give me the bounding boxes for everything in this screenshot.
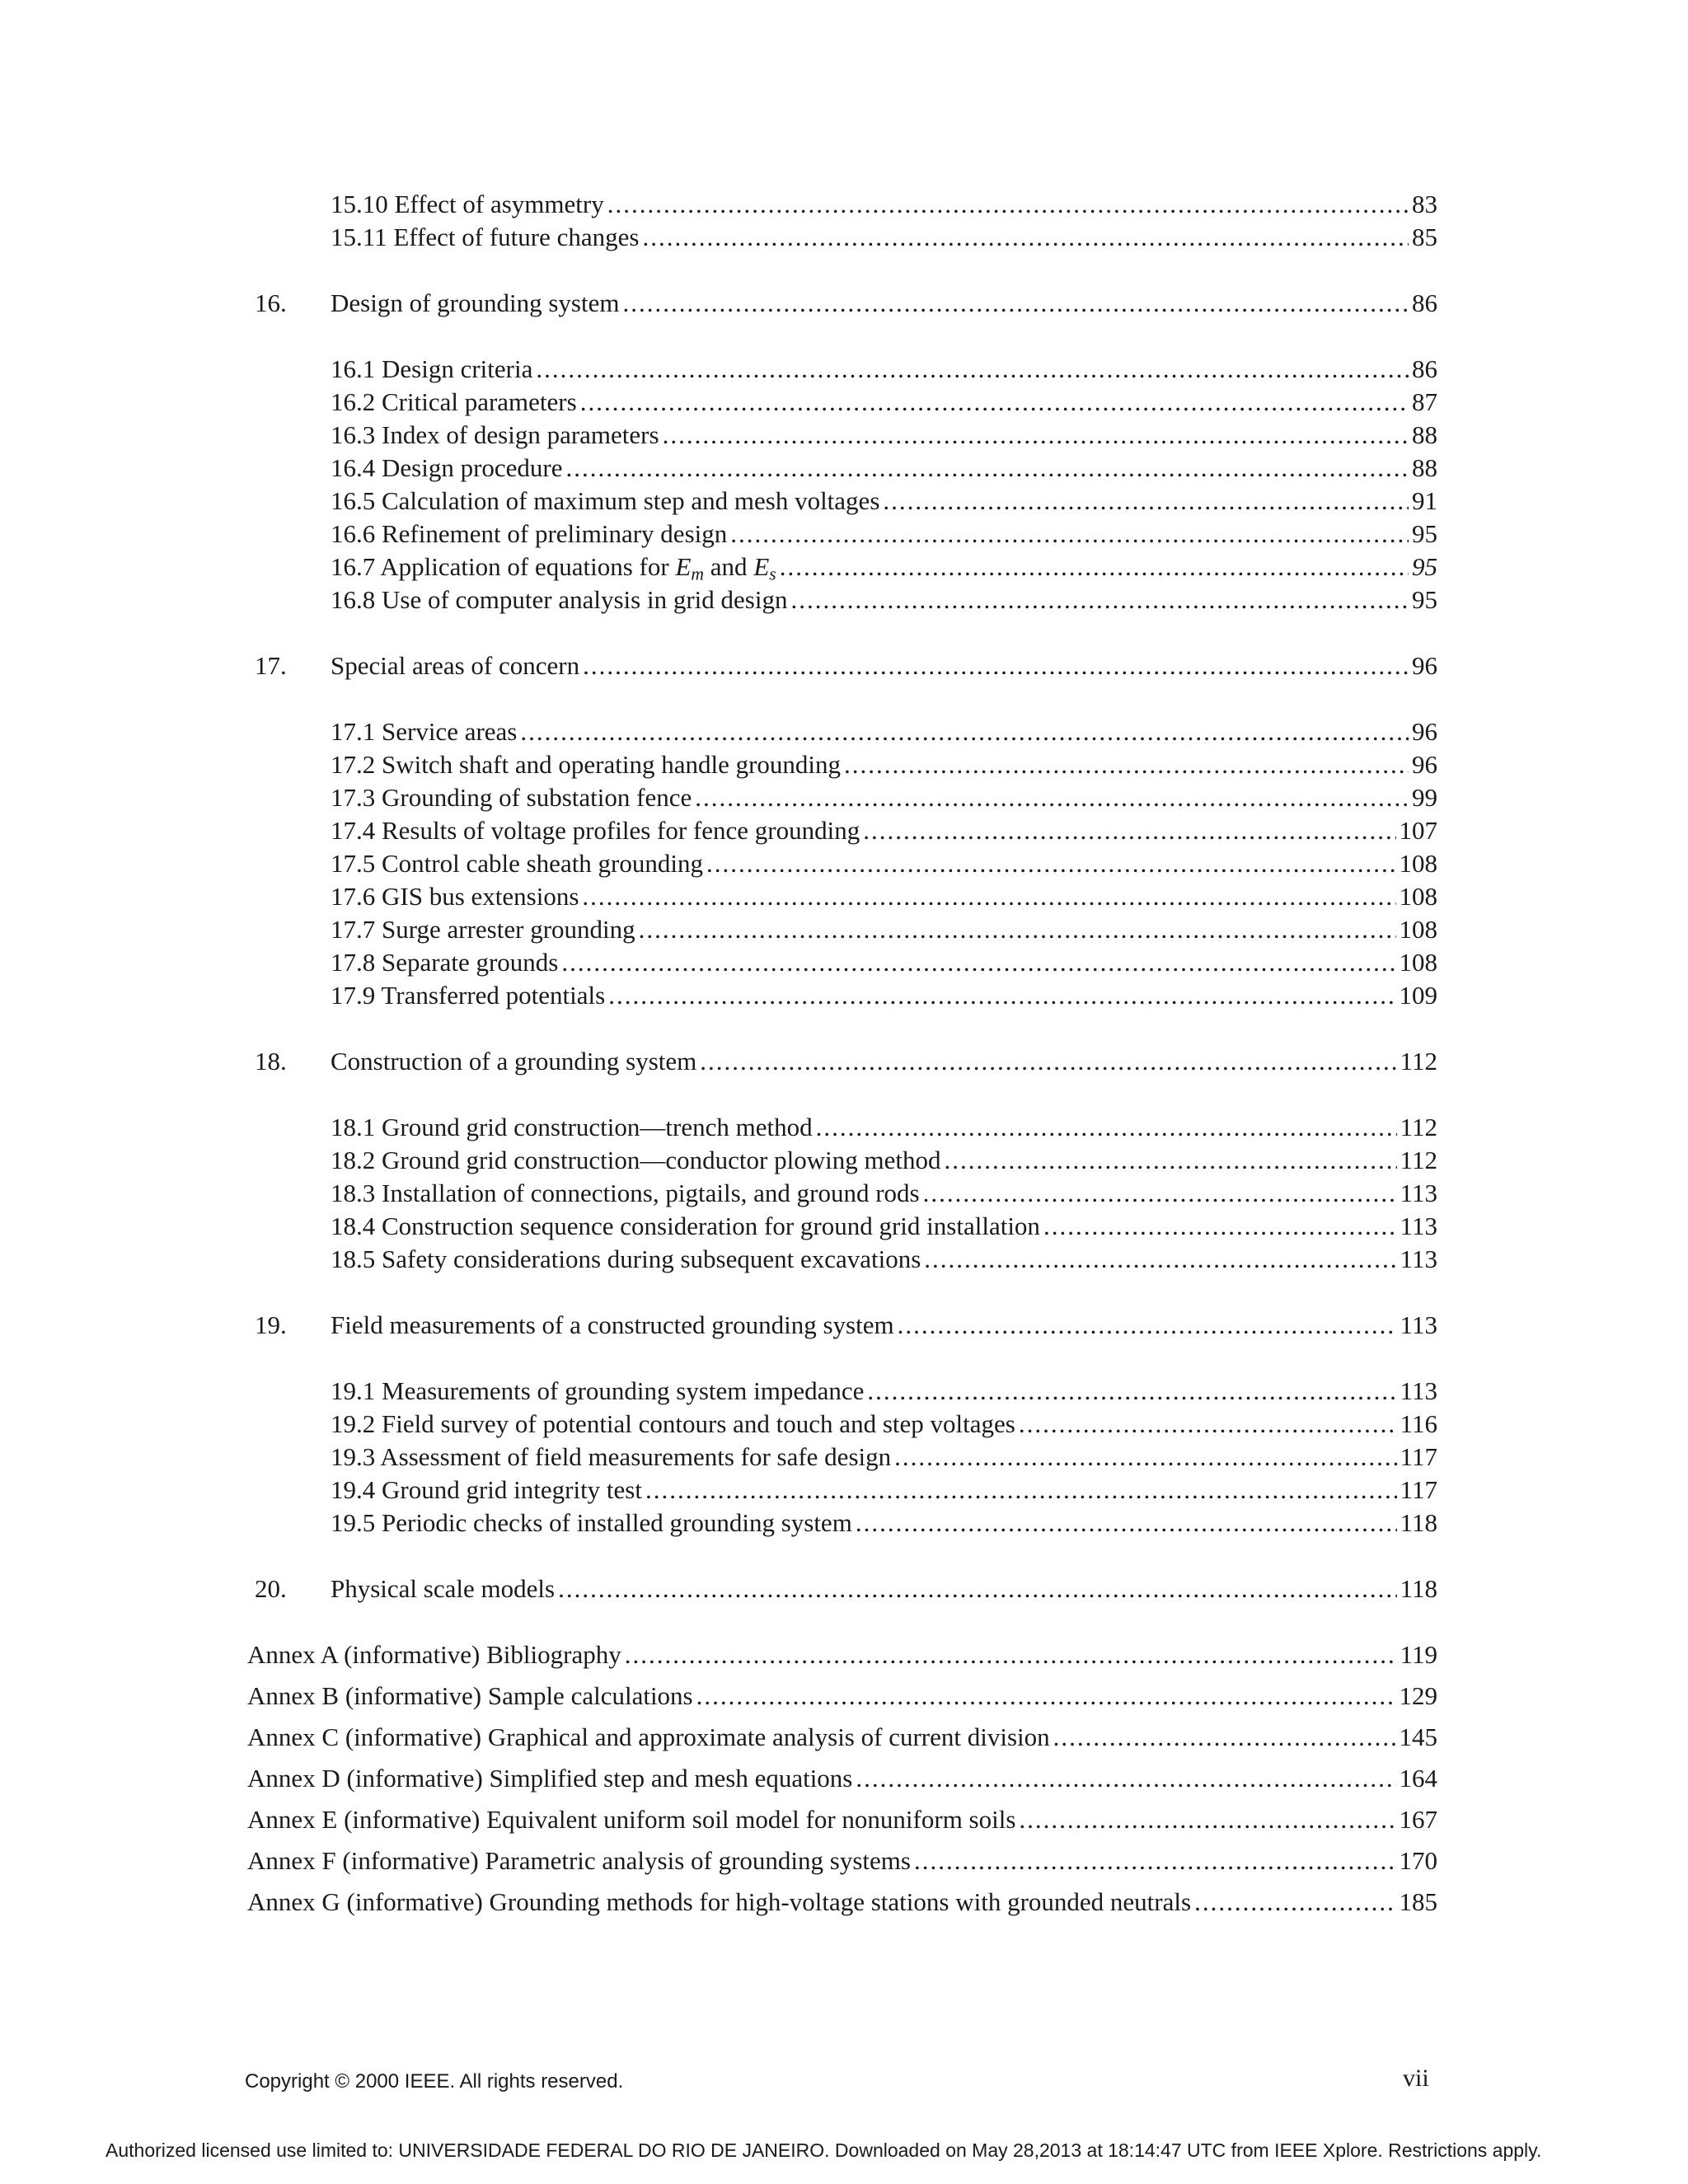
- toc-entry[interactable]: [331, 1441, 1437, 1474]
- toc-entry[interactable]: [331, 551, 1437, 583]
- toc-entry-title: 17.1 Service areas: [331, 717, 518, 746]
- toc-annex[interactable]: [247, 1638, 1437, 1671]
- leader-dots: [1043, 1210, 1397, 1243]
- toc-entry-page: 107: [1399, 816, 1437, 845]
- toc-section-page: 86: [1412, 288, 1437, 317]
- toc-section[interactable]: [255, 1572, 1437, 1605]
- leader-dots: [816, 1111, 1397, 1144]
- toc-section-title: Construction of a grounding system: [331, 1047, 697, 1076]
- toc-entry[interactable]: [331, 814, 1437, 847]
- toc-entry[interactable]: [331, 452, 1437, 485]
- conjunction: and: [704, 552, 754, 581]
- toc-annex-title: Annex F (informative) Parametric analysis of grounding systems: [247, 1846, 911, 1875]
- authorization-notice: Authorized licensed use limited to: UNIVERSIDADE FEDERAL DO RIO DE JANEIRO. Downloaded on May 28,2013 at 18:14:47 UTC from IEEE Xplore. Restrictions apply.: [106, 2139, 1542, 2161]
- leader-dots: [625, 1638, 1397, 1671]
- toc-section-title: Field measurements of a constructed grounding system: [331, 1310, 894, 1339]
- toc-entry[interactable]: [331, 1375, 1437, 1408]
- leader-dots: [894, 1441, 1397, 1474]
- toc-entry-title: 16.4 Design procedure: [331, 453, 563, 482]
- toc-entry[interactable]: [331, 880, 1437, 913]
- subscript-m: m: [691, 564, 705, 584]
- leader-dots: [706, 847, 1396, 880]
- leader-dots: [566, 452, 1409, 485]
- toc-entry-page: 95: [1412, 519, 1437, 548]
- toc-entry-page: 113: [1400, 1376, 1437, 1405]
- toc-section-page: 112: [1400, 1047, 1437, 1076]
- toc-entry-title: 16.8 Use of computer analysis in grid design: [331, 585, 788, 614]
- leader-dots: [944, 1144, 1396, 1177]
- toc-entry-page: 88: [1412, 453, 1437, 482]
- toc-annex-page: 145: [1399, 1722, 1437, 1751]
- toc-entry-page: 113: [1400, 1212, 1437, 1240]
- toc-entry-title: 16.6 Refinement of preliminary design: [331, 519, 728, 548]
- page-number: vii: [1403, 2064, 1429, 2092]
- toc-entry-page: 99: [1412, 783, 1437, 812]
- toc-annex-title: Annex E (informative) Equivalent uniform soil model for nonuniform soils: [247, 1805, 1016, 1834]
- toc-entry-title: 19.4 Ground grid integrity test: [331, 1475, 642, 1504]
- toc-entry-page: 117: [1400, 1442, 1437, 1471]
- toc-entry-page: 108: [1399, 882, 1437, 911]
- toc-entry-title: 16.2 Critical parameters: [331, 387, 577, 416]
- toc-section-title: Design of grounding system: [331, 288, 620, 317]
- toc-entry-title: 17.6 GIS bus extensions: [331, 882, 579, 911]
- toc-entry-page: 95: [1412, 585, 1437, 614]
- leader-dots: [561, 946, 1395, 979]
- leader-dots: [695, 781, 1409, 814]
- toc-entry-title: 17.3 Grounding of substation fence: [331, 783, 692, 812]
- leader-dots: [607, 188, 1409, 221]
- leader-dots: [914, 1844, 1396, 1877]
- toc-entry-title-prefix: 16.7 Application of equations for: [331, 552, 676, 581]
- toc-entry[interactable]: [331, 913, 1437, 946]
- toc-annex[interactable]: [247, 1886, 1437, 1919]
- toc-entry-title: 17.5 Control cable sheath grounding: [331, 849, 703, 878]
- leader-dots: [663, 419, 1409, 452]
- toc-entry[interactable]: [331, 485, 1437, 518]
- toc-entry-page: 112: [1400, 1146, 1437, 1174]
- toc-entry-page: 88: [1412, 420, 1437, 449]
- toc-section-page: 118: [1400, 1574, 1437, 1603]
- toc-entry-page: 116: [1400, 1409, 1437, 1438]
- toc-entry-title: 17.2 Switch shaft and operating handle grounding: [331, 750, 842, 779]
- toc-section-title: Physical scale models: [331, 1574, 556, 1603]
- toc-entry-page: 112: [1400, 1113, 1437, 1141]
- toc-annex-page: 167: [1399, 1805, 1437, 1834]
- leader-dots: [867, 1375, 1396, 1408]
- toc-entry-title: 16.1 Design criteria: [331, 354, 533, 383]
- toc-entry-page: 96: [1412, 717, 1437, 746]
- toc-entry-title: 18.4 Construction sequence consideration for ground grid installation: [331, 1212, 1040, 1240]
- toc-entry[interactable]: [331, 518, 1437, 551]
- leader-dots: [582, 880, 1395, 913]
- symbol-e: E: [753, 552, 770, 581]
- toc-entry[interactable]: [331, 715, 1437, 748]
- toc-entry-page: 96: [1412, 750, 1437, 779]
- leader-dots: [1194, 1886, 1395, 1919]
- section-number: 17.: [255, 651, 287, 680]
- toc-entry-page: 108: [1399, 849, 1437, 878]
- toc-entry[interactable]: [331, 419, 1437, 452]
- toc-annex-page: 185: [1399, 1887, 1437, 1916]
- leader-dots: [898, 1309, 1397, 1342]
- toc-entry-title: 16.5 Calculation of maximum step and mesh voltages: [331, 486, 880, 515]
- toc-section[interactable]: [255, 649, 1437, 682]
- toc-entry-title: 16.3 Index of design parameters: [331, 420, 659, 449]
- toc-entry-page: 86: [1412, 354, 1437, 383]
- toc-entry-title: 19.2 Field survey of potential contours and touch and step voltages: [331, 1409, 1015, 1438]
- toc-entry[interactable]: [331, 1243, 1437, 1276]
- section-number: 18.: [255, 1047, 287, 1076]
- toc-annex-title: Annex A (informative) Bibliography: [247, 1640, 621, 1669]
- leader-dots: [642, 221, 1409, 254]
- section-number: 19.: [255, 1310, 287, 1339]
- toc-entry-page: 113: [1400, 1244, 1437, 1273]
- toc-entry-page: 87: [1412, 387, 1437, 416]
- leader-dots: [608, 979, 1395, 1012]
- toc-entry-title: 18.5 Safety considerations during subsequent excavations: [331, 1244, 921, 1273]
- toc-entry[interactable]: [331, 1474, 1437, 1507]
- toc-entry[interactable]: [331, 1408, 1437, 1441]
- toc-section-title: Special areas of concern: [331, 651, 580, 680]
- toc-entry[interactable]: [331, 1111, 1437, 1144]
- leader-dots: [1053, 1721, 1396, 1754]
- leader-dots: [639, 913, 1396, 946]
- leader-dots: [730, 518, 1409, 551]
- toc-entry-page: 109: [1399, 981, 1437, 1010]
- section-number: 16.: [255, 288, 287, 317]
- toc-entry-page: 85: [1412, 223, 1437, 251]
- toc-entry[interactable]: [331, 847, 1437, 880]
- toc-entry-title: 17.7 Surge arrester grounding: [331, 915, 635, 944]
- toc-entry-title: 18.1 Ground grid construction—trench method: [331, 1113, 813, 1141]
- leader-dots: [856, 1762, 1395, 1795]
- toc-entry-page: 113: [1400, 1179, 1437, 1207]
- toc-entry-title: 19.5 Periodic checks of installed grounding system: [331, 1508, 852, 1537]
- toc-entry-title: 19.1 Measurements of grounding system impedance: [331, 1376, 865, 1405]
- leader-dots: [536, 353, 1409, 386]
- toc-annex-page: 119: [1400, 1640, 1437, 1669]
- toc-entry[interactable]: [331, 1507, 1437, 1540]
- toc-section[interactable]: [255, 1309, 1437, 1342]
- leader-dots: [696, 1680, 1396, 1713]
- toc-entry-title: 18.3 Installation of connections, pigtails, and ground rods: [331, 1179, 920, 1207]
- toc-section-page: 96: [1412, 651, 1437, 680]
- toc-annex[interactable]: [247, 1680, 1437, 1713]
- toc-entry-page: 91: [1412, 486, 1437, 515]
- toc-entry-page: 95: [1412, 552, 1437, 581]
- toc-annex[interactable]: [247, 1721, 1437, 1754]
- leader-dots: [883, 485, 1409, 518]
- toc-annex-page: 164: [1399, 1764, 1437, 1793]
- toc-entry-title: 19.3 Assessment of field measurements for safe design: [331, 1442, 892, 1471]
- leader-dots: [863, 814, 1395, 847]
- toc-annex[interactable]: [247, 1803, 1437, 1836]
- section-number: 20.: [255, 1574, 287, 1603]
- toc-entry-page: 118: [1400, 1508, 1437, 1537]
- toc-annex[interactable]: [247, 1844, 1437, 1877]
- toc-section[interactable]: [255, 1045, 1437, 1078]
- toc-entry[interactable]: [331, 1210, 1437, 1243]
- toc-annex-title: Annex B (informative) Sample calculations: [247, 1681, 693, 1710]
- leader-dots: [844, 748, 1409, 781]
- leader-dots: [580, 386, 1409, 419]
- toc-entry-page: 108: [1399, 915, 1437, 944]
- toc-annex[interactable]: [247, 1762, 1437, 1795]
- leader-dots: [558, 1572, 1397, 1605]
- toc-entry-title: 17.9 Transferred potentials: [331, 981, 606, 1010]
- leader-dots: [856, 1507, 1397, 1540]
- leader-dots: [1019, 1408, 1397, 1441]
- toc-entry-title: 17.4 Results of voltage profiles for fence grounding: [331, 816, 860, 845]
- toc-entry[interactable]: [331, 748, 1437, 781]
- symbol-e: E: [675, 552, 692, 581]
- toc-entry-page: 117: [1400, 1475, 1437, 1504]
- toc-entry-title: 17.8 Separate grounds: [331, 948, 559, 977]
- toc-entry-title: 15.10 Effect of asymmetry: [331, 190, 604, 218]
- toc-entry[interactable]: [331, 583, 1437, 616]
- toc-entry[interactable]: [331, 1177, 1437, 1210]
- leader-dots: [923, 1177, 1397, 1210]
- toc-section-page: 113: [1400, 1310, 1437, 1339]
- copyright-notice: Copyright © 2000 IEEE. All rights reserved.: [245, 2070, 624, 2093]
- toc-entry-page: 108: [1399, 948, 1437, 977]
- leader-dots: [1019, 1803, 1395, 1836]
- leader-dots: [645, 1474, 1397, 1507]
- toc-annex-page: 129: [1399, 1681, 1437, 1710]
- toc-entry-title: 15.11 Effect of future changes: [331, 223, 640, 251]
- leader-dots: [700, 1045, 1396, 1078]
- toc-entry[interactable]: [331, 979, 1437, 1012]
- leader-dots: [520, 715, 1409, 748]
- toc-annex-title: Annex D (informative) Simplified step and mesh equations: [247, 1764, 853, 1793]
- leader-dots: [780, 551, 1409, 583]
- toc-annex-page: 170: [1399, 1846, 1437, 1875]
- toc-entry[interactable]: [331, 221, 1437, 254]
- toc-entry[interactable]: [331, 188, 1437, 221]
- leader-dots: [924, 1243, 1396, 1276]
- toc-entry-page: 83: [1412, 190, 1437, 218]
- leader-dots: [790, 583, 1409, 616]
- toc-entry-title: 18.2 Ground grid construction—conductor plowing method: [331, 1146, 941, 1174]
- leader-dots: [583, 649, 1409, 682]
- toc-entry[interactable]: [331, 386, 1437, 419]
- toc-entry[interactable]: [331, 1144, 1437, 1177]
- toc-entry[interactable]: [331, 946, 1437, 979]
- toc-section[interactable]: [255, 287, 1437, 320]
- toc-annex-title: Annex C (informative) Graphical and approximate analysis of current division: [247, 1722, 1050, 1751]
- subscript-s: s: [769, 564, 776, 584]
- toc-annex-title: Annex G (informative) Grounding methods for high-voltage stations with grounded neutrals: [247, 1887, 1192, 1916]
- toc-entry[interactable]: [331, 781, 1437, 814]
- leader-dots: [622, 287, 1409, 320]
- toc-entry[interactable]: [331, 353, 1437, 386]
